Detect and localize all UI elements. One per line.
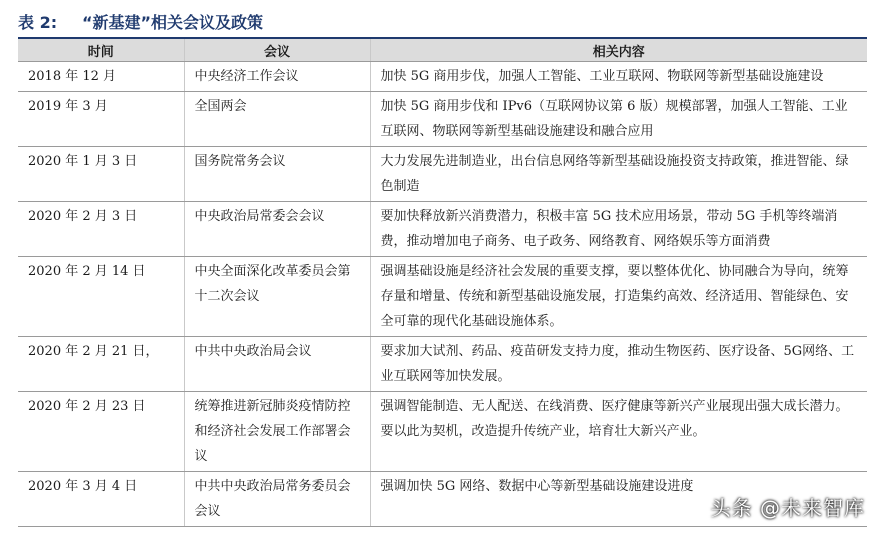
policy-table [18, 39, 867, 527]
table-row [18, 147, 867, 202]
cell-content: 加快 5G 商用步伐，加强人工智能、工业互联网、物联网等新型基础设施建设 [370, 62, 867, 92]
cell-meeting: 国务院常务会议 [184, 147, 370, 202]
table-caption [18, 8, 867, 34]
table-row [18, 202, 867, 257]
table-row [18, 337, 867, 392]
cell-meeting: 统筹推进新冠肺炎疫情防控和经济社会发展工作部署会议 [184, 392, 370, 472]
cell-meeting: 中共中央政治局会议 [184, 337, 370, 392]
cell-time: 2020 年 2 月 14 日 [18, 257, 184, 337]
table-row [18, 62, 867, 92]
cell-content: 强调智能制造、无人配送、在线消费、医疗健康等新兴产业展现出强大成长潜力。要以此为契机，改造提升传统产业，培育壮大新兴产业。 [370, 392, 867, 472]
cell-time: 2020 年 2 月 21 日， [18, 337, 184, 392]
header-time: 时间 [18, 39, 184, 62]
cell-meeting: 中央全面深化改革委员会第十二次会议 [184, 257, 370, 337]
cell-content: 大力发展先进制造业，出台信息网络等新型基础设施投资支持政策，推进智能、绿色制造 [370, 147, 867, 202]
header-content: 相关内容 [370, 39, 867, 62]
cell-content: 加快 5G 商用步伐和 IPv6（互联网协议第 6 版）规模部署，加强人工智能、工业互联网、物联网等新型基础设施建设和融合应用 [370, 92, 867, 147]
cell-content: 要加快释放新兴消费潜力，积极丰富 5G 技术应用场景，带动 5G 手机等终端消费，推动增加电子商务、电子政务、网络教育、网络娱乐等方面消费 [370, 202, 867, 257]
table-number: 表 2: [18, 12, 58, 32]
header-meeting: 会议 [184, 39, 370, 62]
table-title: “新基建”相关会议及政策 [82, 12, 264, 32]
cell-time: 2020 年 1 月 3 日 [18, 147, 184, 202]
table-row [18, 92, 867, 147]
cell-meeting: 中共中央政治局常务委员会会议 [184, 472, 370, 527]
cell-time: 2020 年 3 月 4 日 [18, 472, 184, 527]
table-header-row [18, 39, 867, 62]
cell-time: 2020 年 2 月 3 日 [18, 202, 184, 257]
cell-content: 强调加快 5G 网络、数据中心等新型基础设施建设进度 [370, 472, 867, 527]
cell-content: 要求加大试剂、药品、疫苗研发支持力度，推动生物医药、医疗设备、5G网络、工业互联网等加快发展。 [370, 337, 867, 392]
table-row [18, 392, 867, 472]
cell-time: 2019 年 3 月 [18, 92, 184, 147]
cell-meeting: 中央政治局常委会会议 [184, 202, 370, 257]
cell-meeting: 全国两会 [184, 92, 370, 147]
source-watermark: 头条 @未来智库 [710, 496, 865, 520]
cell-time: 2018 年 12 月 [18, 62, 184, 92]
cell-time: 2020 年 2 月 23 日 [18, 392, 184, 472]
cell-content: 强调基础设施是经济社会发展的重要支撑，要以整体优化、协同融合为导向，统筹存量和增量、传统和新型基础设施发展，打造集约高效、经济适用、智能绿色、安全可靠的现代化基础设施体系。 [370, 257, 867, 337]
table-row [18, 257, 867, 337]
cell-meeting: 中央经济工作会议 [184, 62, 370, 92]
